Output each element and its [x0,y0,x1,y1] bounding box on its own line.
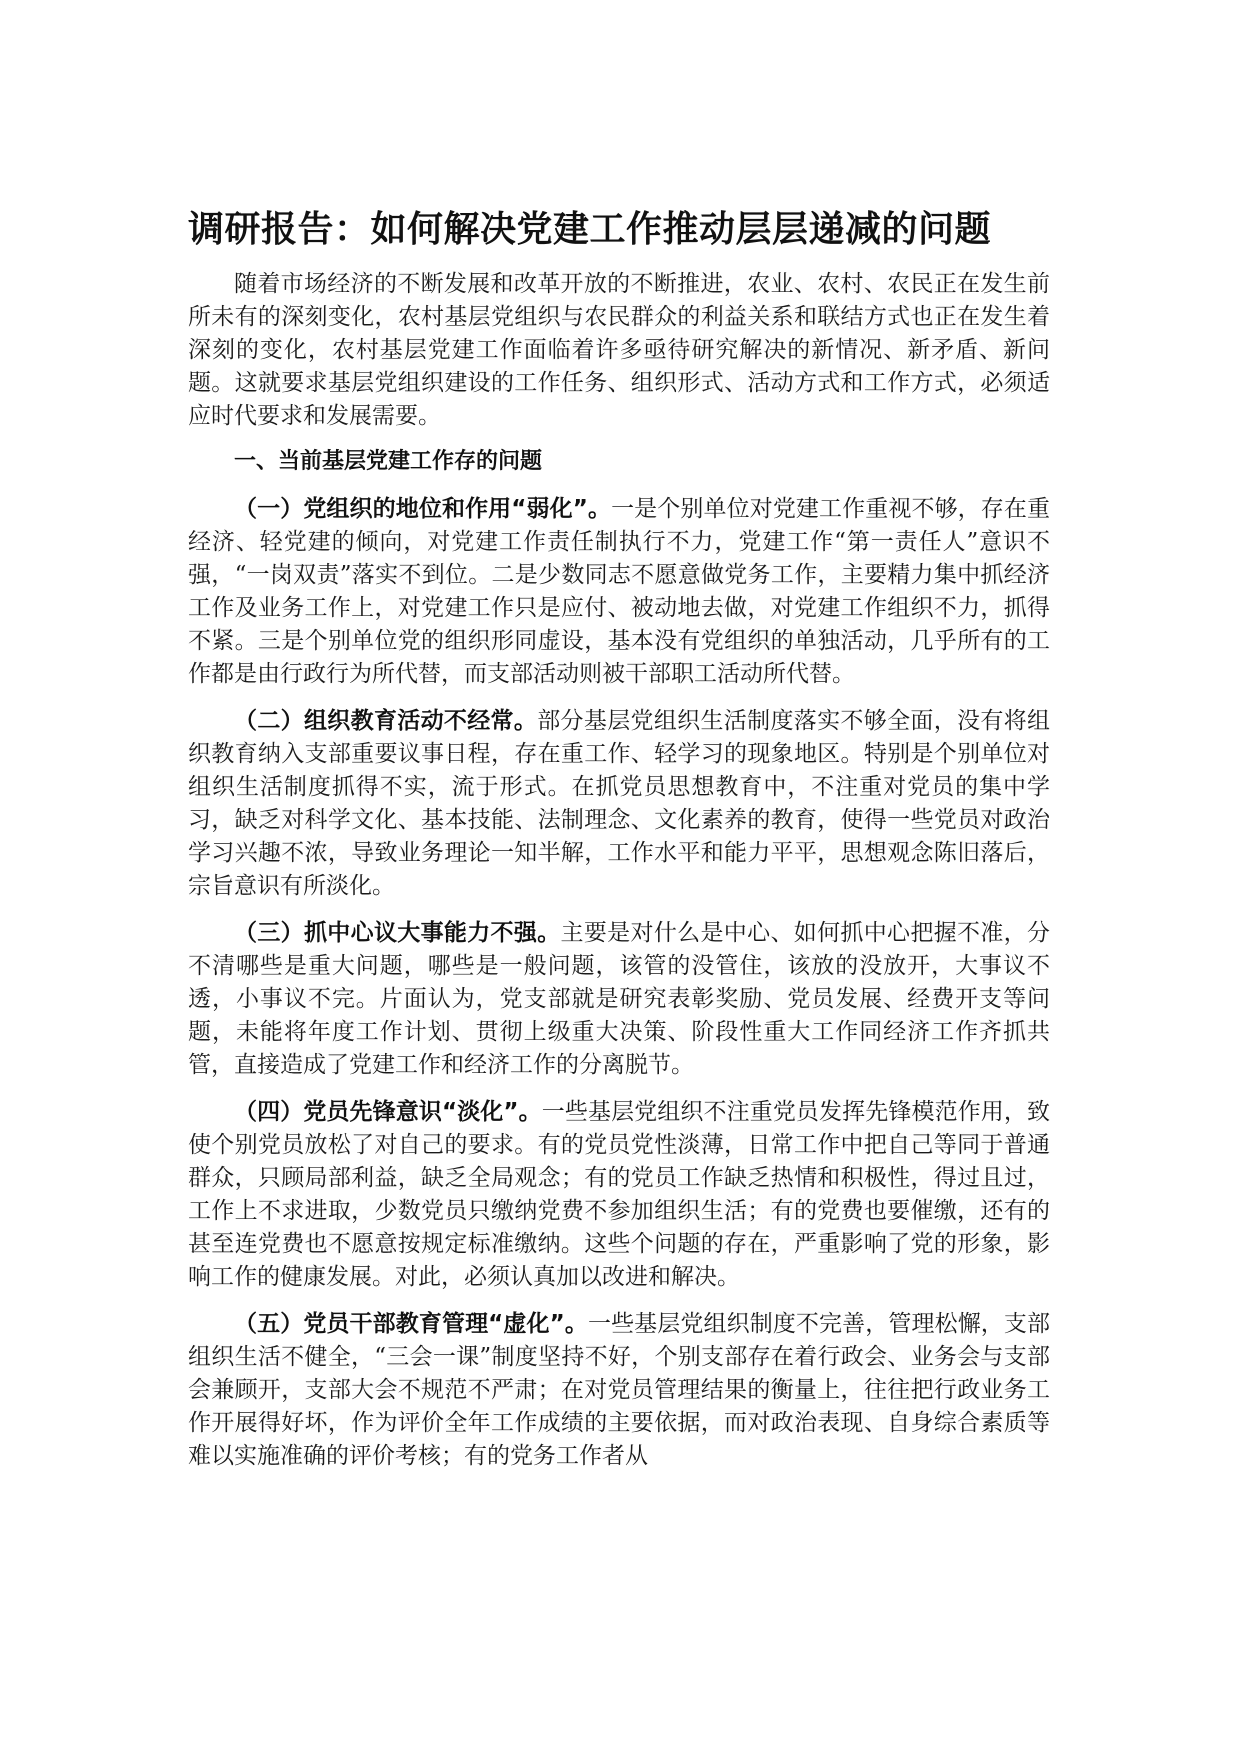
subsection-paragraph-1 [188,493,1050,691]
subsection-paragraph-4 [188,1096,1050,1294]
document-body [188,268,1050,1487]
subsection-text-1: 一是个别单位对党建工作重视不够，存在重经济、轻党建的倾向，对党建工作责任制执行不力，党建工作“第一责任人”意识不强，“一岗双责”落实不到位。二是少数同志不愿意做党务工作，主要精力集中抓经济工作及业务工作上，对党建工作只是应付、被动地去做，对党建工作组织不力，抓得不紧。三是个别单位党的组织形同虚设，基本没有党组织的单独活动，几乎所有的工作都是由行政行为所代替，而支部活动则被干部职工活动所代替。 [188,496,1050,687]
subsection-paragraph-5 [188,1308,1050,1473]
subsection-text-2: 部分基层党组织生活制度落实不够全面，没有将组织教育纳入支部重要议事日程，存在重工作、轻学习的现象地区。特别是个别单位对组织生活制度抓得不实，流于形式。在抓党员思想教育中，不注重对党员的集中学习，缺乏对科学文化、基本技能、法制理念、文化素养的教育，使得一些党员对政治学习兴趣不浓，导致业务理论一知半解，工作水平和能力平平，思想观念陈旧落后，宗旨意识有所淡化。 [188,708,1051,899]
subsection-lead-2: （二）组织教育活动不经常。 [234,708,538,734]
subsection-text-5: 一些基层党组织制度不完善，管理松懈，支部组织生活不健全，“三会一课”制度坚持不好，个别支部存在着行政会、业务会与支部会兼顾开，支部大会不规范不严肃；在对党员管理结果的衡量上，往往把行政业务工作开展得好坏，作为评价全年工作成绩的主要依据，而对政治表现、自身综合素质等难以实施准确的评价考核；有的党务工作者从 [188,1311,1051,1469]
subsection-paragraph-3 [188,917,1050,1082]
intro-paragraph: 随着市场经济的不断发展和改革开放的不断推进，农业、农村、农民正在发生前所未有的深刻变化，农村基层党组织与农民群众的利益关系和联结方式也正在发生着深刻的变化，农村基层党建工作面临着许多亟待研究解决的新情况、新矛盾、新问题。这就要求基层党组织建设的工作任务、组织形式、活动方式和工作方式，必须适应时代要求和发展需要。 [188,271,1050,429]
subsection-paragraph-2 [188,705,1050,903]
document-title: 调研报告：如何解决党建工作推动层层递减的问题 [188,209,992,250]
subsection-lead-4: （四）党员先锋意识“淡化”。 [234,1099,542,1125]
section-heading: 一、当前基层党建工作存的问题 [234,449,543,474]
subsection-lead-5: （五）党员干部教育管理“虚化”。 [234,1311,588,1337]
subsection-lead-3: （三）抓中心议大事能力不强。 [234,920,561,946]
subsection-lead-1: （一）党组织的地位和作用“弱化”。 [234,496,612,522]
subsection-text-4: 一些基层党组织不注重党员发挥先锋模范作用，致使个别党员放松了对自己的要求。有的党员党性淡薄，日常工作中把自己等同于普通群众，只顾局部利益，缺乏全局观念；有的党员工作缺乏热情和积极性，得过且过，工作上不求进取，少数党员只缴纳党费不参加组织生活；有的党费也要催缴，还有的甚至连党费也不愿意按规定标准缴纳。这些个问题的存在，严重影响了党的形象，影响工作的健康发展。对此，必须认真加以改进和解决。 [188,1099,1051,1290]
subsection-text-3: 主要是对什么是中心、如何抓中心把握不准，分不清哪些是重大问题，哪些是一般问题，该管的没管住，该放的没放开，大事议不透，小事议不完。片面认为，党支部就是研究表彰奖励、党员发展、经费开支等问题，未能将年度工作计划、贯彻上级重大决策、阶段性重大工作同经济工作齐抓共管，直接造成了党建工作和经济工作的分离脱节。 [188,920,1051,1078]
